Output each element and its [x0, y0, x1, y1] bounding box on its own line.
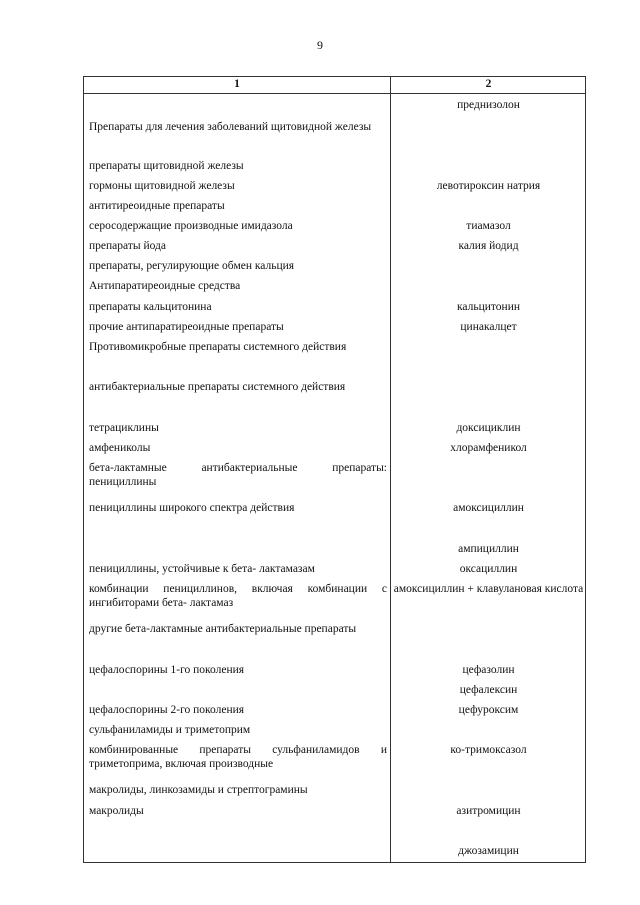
table-cell: макролиды	[89, 805, 144, 817]
table-cell: цефуроксим	[458, 704, 519, 716]
table-cell: Препараты для лечения заболеваний щитовидной железы	[89, 121, 372, 133]
page-number: 9	[317, 38, 323, 52]
table-cell: макролиды, линкозамиды и стрептограмины	[89, 784, 308, 796]
table-cell: цефазолин	[462, 664, 515, 676]
table-cell: кальцитонин	[457, 301, 520, 313]
table-cell: препараты йода	[89, 240, 166, 252]
table-cell: левотироксин натрия	[436, 180, 541, 192]
column-header-2: 2	[485, 78, 492, 90]
table-cell: преднизолон	[457, 99, 520, 111]
table-cell: амфениколы	[89, 442, 151, 454]
table-cell: тетрациклины	[89, 422, 159, 434]
table-cell: пенициллины, устойчивые к бета- лактамазам	[89, 563, 315, 575]
table-cell: Антипаратиреоидные средства	[89, 280, 241, 292]
table-cell: хлорамфеникол	[450, 442, 527, 454]
column-header-1: 1	[234, 78, 240, 90]
table-cell: джозамицин	[458, 845, 519, 857]
table-cell: серосодержащие производные имидазола	[89, 220, 293, 232]
table-cell: препараты щитовидной железы	[89, 160, 244, 172]
table-cell: пенициллины широкого спектра действия	[89, 502, 295, 514]
table-cell: цефалоспорины 2-го поколения	[89, 704, 245, 716]
table-cell: доксициклин	[456, 422, 521, 434]
table-cell: другие бета-лактамные антибактериальные препараты	[89, 623, 357, 635]
table-cell: калия йодид	[458, 240, 519, 252]
table-cell: оксациллин	[459, 563, 518, 575]
table-cell: цинакалцет	[460, 321, 517, 333]
table-cell: препараты, регулирующие обмен кальция	[89, 260, 295, 272]
table-cell: бета-лактамные антибактериальные препараты: пенициллины	[89, 462, 387, 488]
table-cell: цефалоспорины 1-го поколения	[89, 664, 245, 676]
table-cell: комбинации пенициллинов, включая комбинации с ингибиторами бета- лактамаз	[89, 583, 387, 609]
table-cell: комбинированные препараты сульфаниламидов и триметоприма, включая производные	[89, 744, 387, 770]
table-cell: Противомикробные препараты системного действия	[89, 341, 347, 353]
table-cell: ампициллин	[458, 543, 519, 555]
table-cell: амоксициллин + клавулановая кислота	[393, 583, 584, 595]
table-cell: препараты кальцитонина	[89, 301, 212, 313]
table-cell: антитиреоидные препараты	[89, 200, 225, 212]
table-cell: амоксициллин	[453, 502, 524, 514]
table-cell: азитромицин	[456, 805, 521, 817]
table-cell: сульфаниламиды и триметоприм	[89, 724, 251, 736]
header-divider	[84, 93, 585, 94]
table-cell: тиамазол	[466, 220, 511, 232]
table-cell: ко-тримоксазол	[450, 744, 527, 756]
drug-table	[83, 76, 586, 863]
table-cell: цефалексин	[459, 684, 518, 696]
table-cell: гормоны щитовидной железы	[89, 180, 235, 192]
table-cell: прочие антипаратиреоидные препараты	[89, 321, 284, 333]
table-cell: антибактериальные препараты системного действия	[89, 381, 346, 393]
